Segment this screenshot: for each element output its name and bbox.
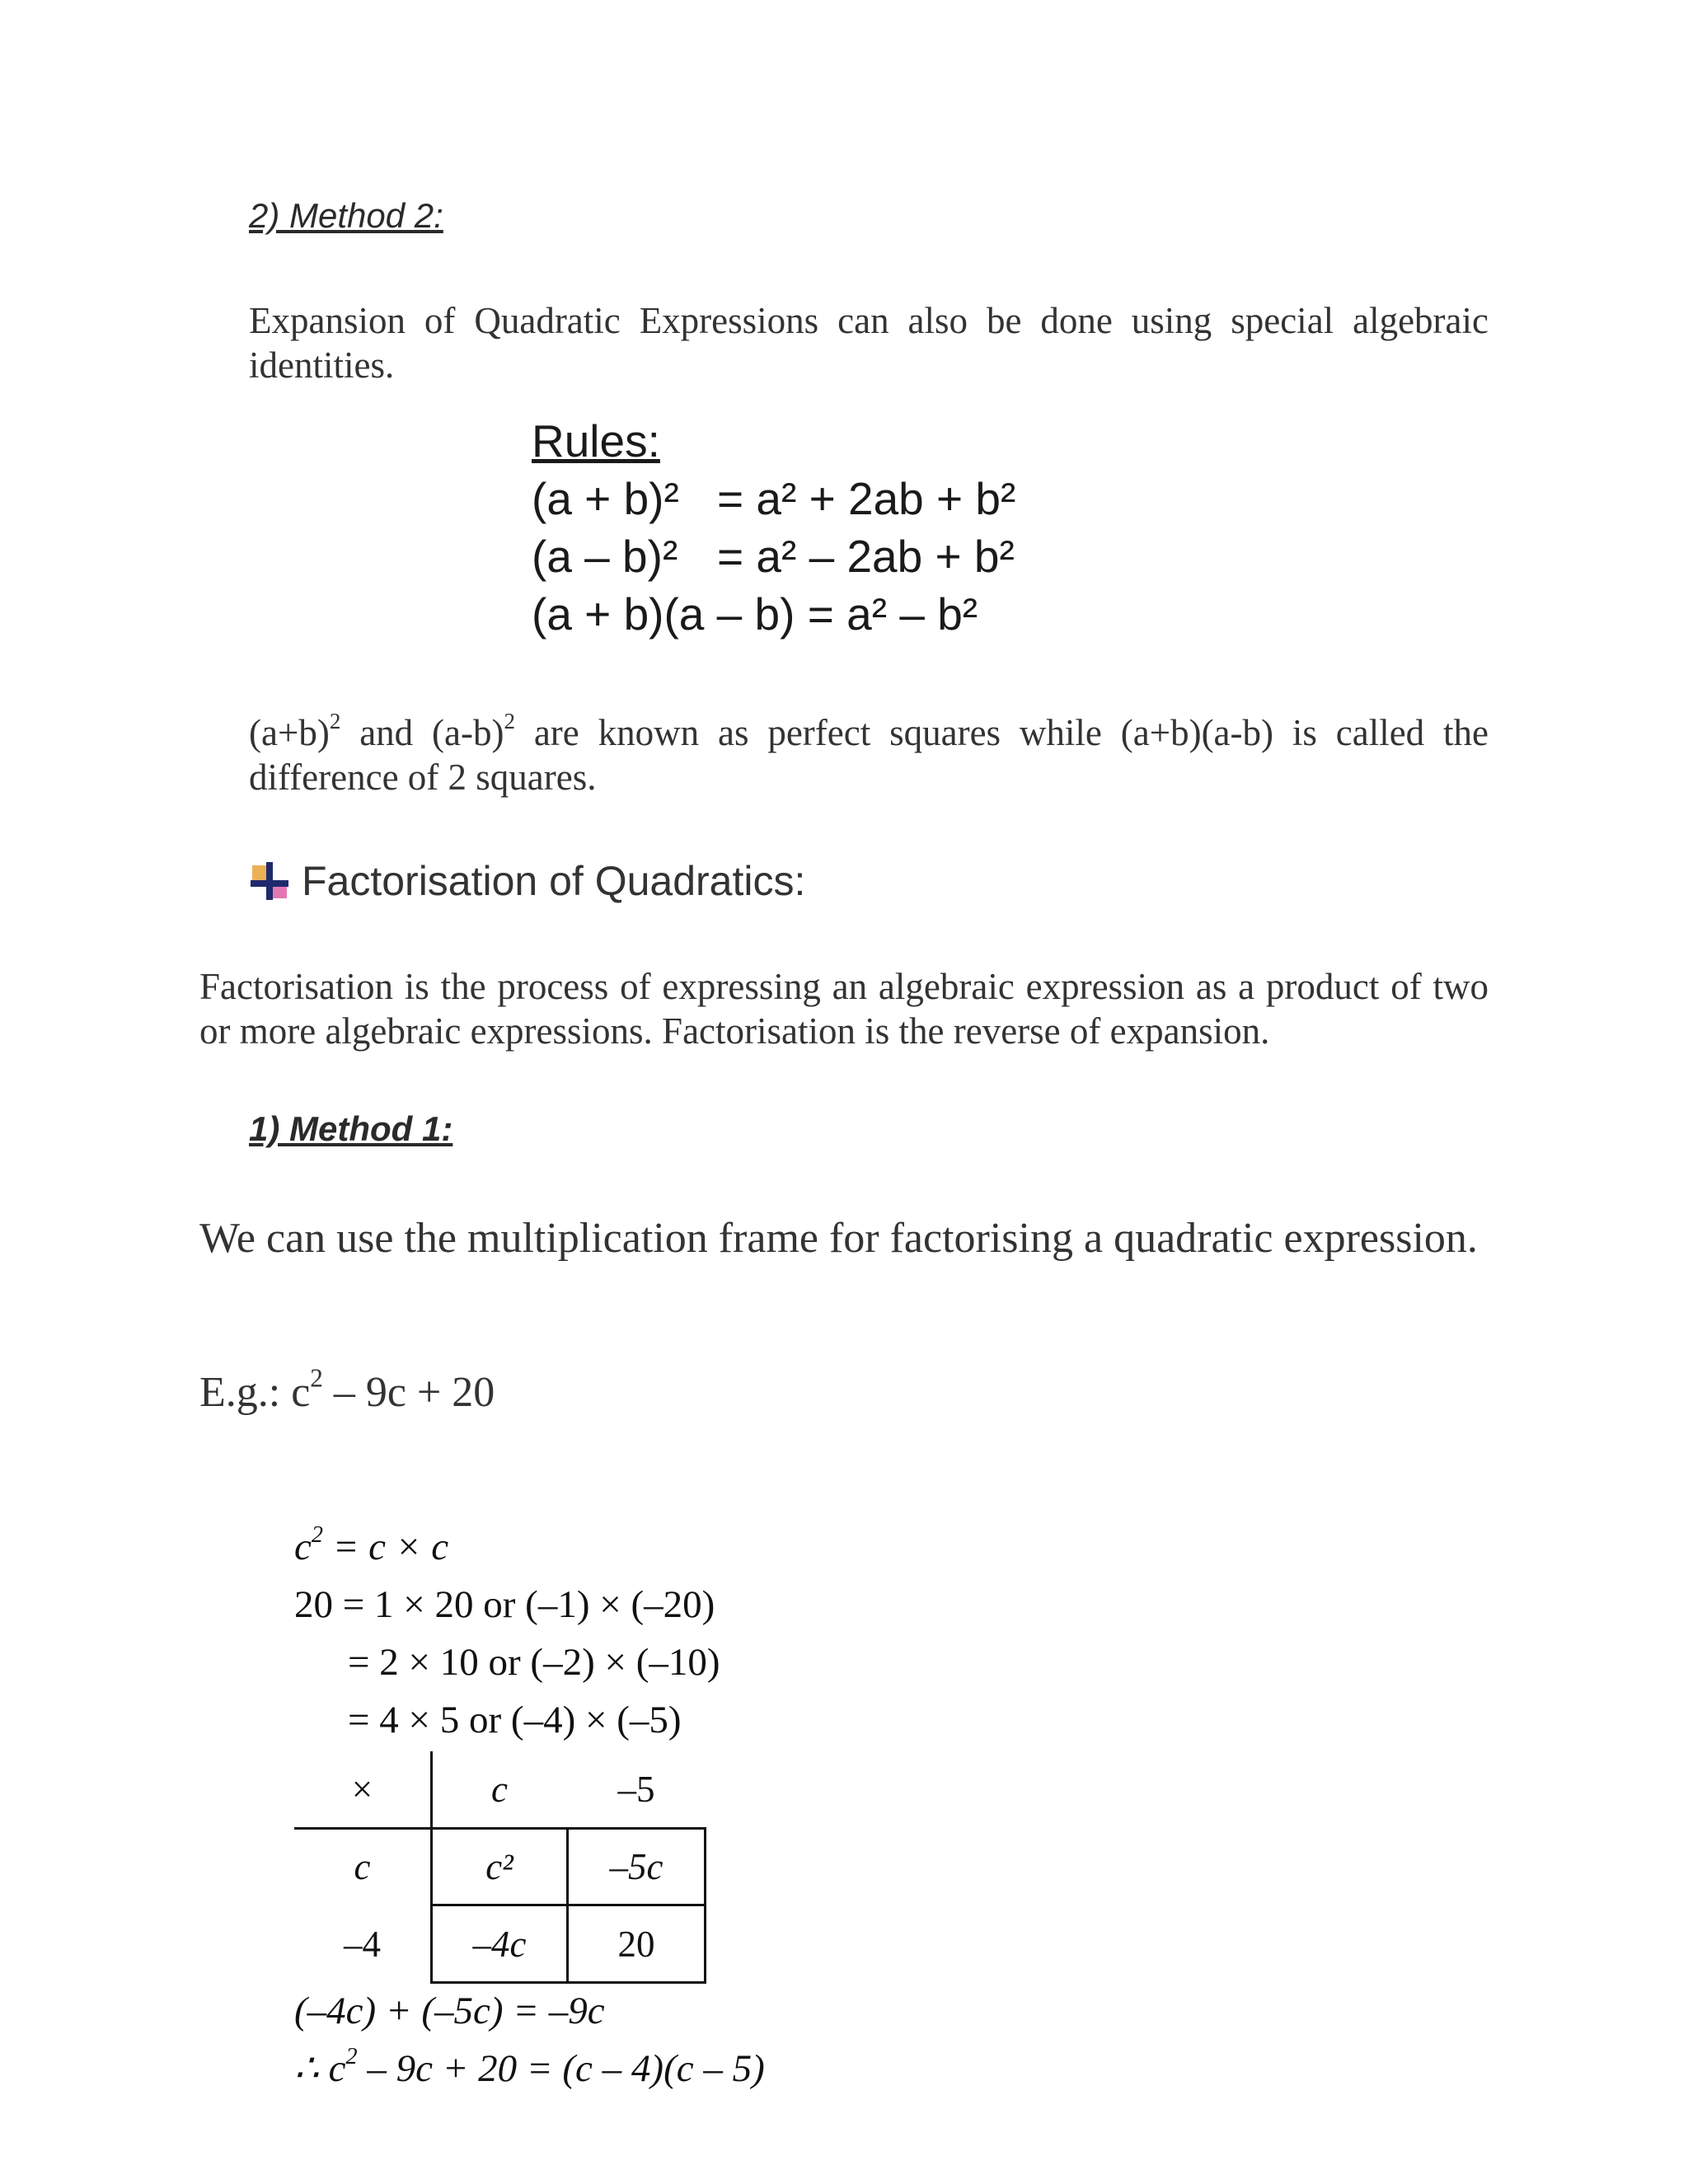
text-fragment: c (294, 1526, 312, 1568)
working-block (294, 1518, 720, 1749)
definition-paragraph: Factorisation is the process of expressing an algebraic expression as a product of two or more algebraic expressions. Factorisation is the reverse of expansion. (199, 966, 1489, 1052)
frame-col-header: c (491, 1769, 508, 1810)
rule-row-1 (532, 470, 1015, 527)
text-fragment: – 9c + 20 = (c – 4)(c – 5) (357, 2047, 765, 2090)
section-heading (249, 857, 805, 905)
working-line-2: 20 = 1 × 20 or (–1) × (–20) (294, 1583, 715, 1626)
method-1-heading: 1) Method 1: (249, 1109, 453, 1148)
text-fragment: = c × c (322, 1526, 449, 1568)
text-fragment: (a+b) (249, 712, 330, 753)
superscript: 2 (329, 708, 341, 733)
conclusion-line-2 (294, 2040, 765, 2097)
frame-corner: × (351, 1769, 373, 1810)
intro-paragraph: Expansion of Quadratic Expressions can also be done using special algebraic identities. (249, 300, 1489, 386)
rule-lhs: (a + b)² (532, 473, 679, 524)
conclusion-block (294, 1982, 765, 2097)
rule-rhs: = a² – b² (807, 588, 978, 640)
frame-cell: –5c (609, 1846, 663, 1887)
perfect-squares-paragraph (249, 710, 1489, 799)
rule-rhs: = a² + 2ab + b² (717, 473, 1016, 524)
frame-cell: –4c (472, 1923, 527, 1965)
rule-row-2 (532, 527, 1015, 585)
conclusion-line-1: (–4c) + (–5c) = –9c (294, 1990, 605, 2032)
working-line-1 (294, 1518, 720, 1576)
superscript: 2 (504, 708, 515, 733)
frame-row-header: c (354, 1846, 371, 1887)
frame-paragraph: We can use the multiplication frame for factorising a quadratic expression. (199, 1215, 1478, 1262)
superscript: 2 (345, 2043, 358, 2069)
working-line-4: = 4 × 5 or (–4) × (–5) (348, 1699, 682, 1741)
rules-block (532, 412, 1015, 643)
rule-lhs: (a + b)(a – b) (532, 588, 795, 640)
text-fragment: ∴ c (294, 2047, 346, 2090)
frame-col-header: –5 (617, 1769, 655, 1810)
frame-row-header: –4 (344, 1923, 381, 1965)
section-title: Factorisation of Quadratics: (302, 858, 806, 904)
plus-bullet-icon (249, 860, 290, 902)
text-fragment: – 9c + 20 (322, 1369, 495, 1416)
multiplication-frame (294, 1751, 706, 1984)
example-line (199, 1363, 495, 1417)
frame-cell: c² (485, 1846, 513, 1887)
rules-title: Rules: (532, 415, 660, 466)
working-line-3: = 2 × 10 or (–2) × (–10) (348, 1641, 720, 1684)
text-fragment: and (a-b) (340, 712, 504, 753)
superscript: 2 (310, 1363, 323, 1393)
frame-cell: 20 (617, 1923, 655, 1965)
text-fragment: are known as perfect squares while (a+b)(a-b) is called the difference of 2 squares. (249, 712, 1489, 798)
rule-row-3 (532, 585, 1015, 643)
text-fragment: E.g.: c (199, 1369, 311, 1416)
superscript: 2 (311, 1521, 323, 1548)
rule-lhs: (a – b)² (532, 531, 678, 582)
rule-rhs: = a² – 2ab + b² (717, 531, 1015, 582)
method-2-heading: 2) Method 2: (249, 196, 443, 235)
